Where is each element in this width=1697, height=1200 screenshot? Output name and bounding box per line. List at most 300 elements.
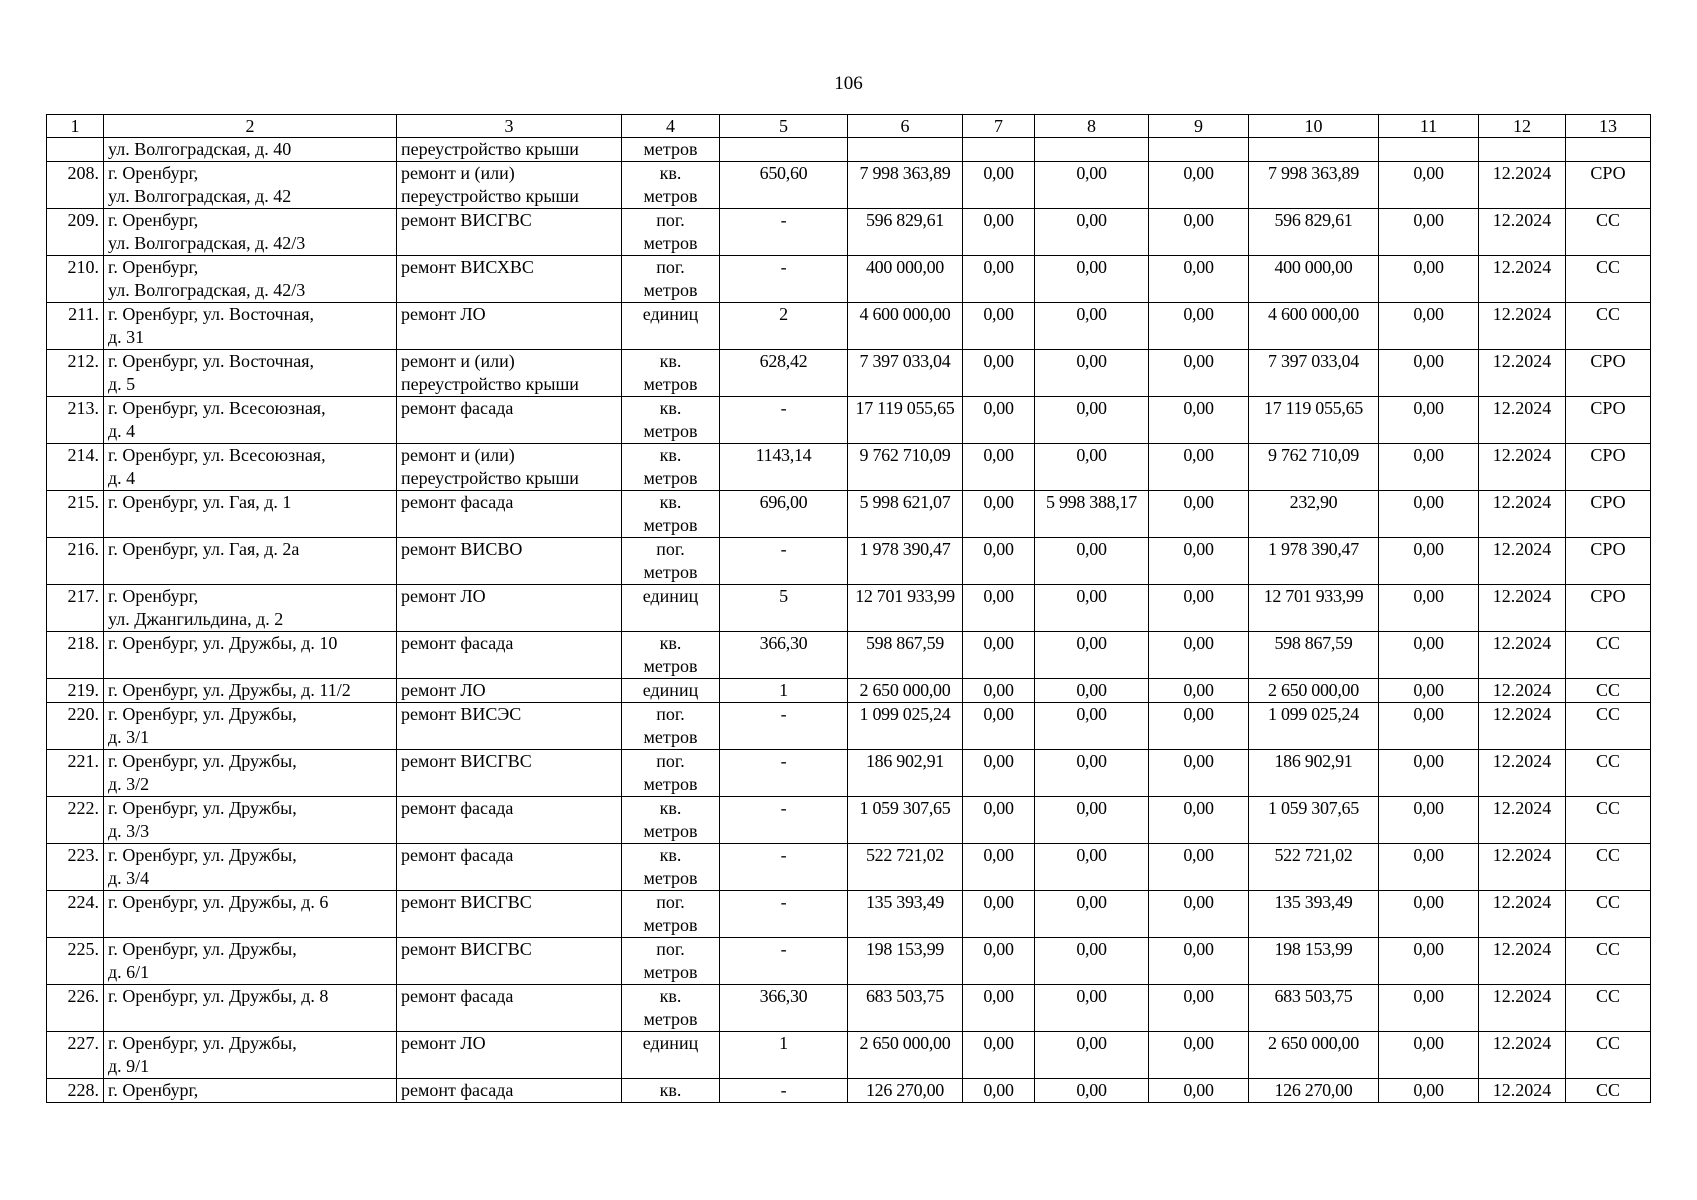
table-row: [47, 538, 1651, 585]
table-row: [47, 444, 1651, 491]
row-work-type: ремонт ВИСГВС: [397, 891, 622, 938]
row-source: СС: [1566, 209, 1651, 256]
row-work-type: ремонт и (или) переустройство крыши: [397, 444, 622, 491]
row-total-cost: 1 978 390,47: [848, 538, 963, 585]
row-col11: 0,00: [1379, 162, 1479, 209]
row-col7: 0,00: [963, 303, 1035, 350]
column-header: 8: [1035, 115, 1149, 138]
row-total-cost: 12 701 933,99: [848, 585, 963, 632]
row-number: 212.: [47, 350, 104, 397]
row-col7: 0,00: [963, 985, 1035, 1032]
row-unit: пог. метров: [622, 209, 720, 256]
row-col7: 0,00: [963, 844, 1035, 891]
row-col8: 0,00: [1035, 1032, 1149, 1079]
row-source: СС: [1566, 797, 1651, 844]
row-col8: 0,00: [1035, 444, 1149, 491]
row-unit: кв. метров: [622, 350, 720, 397]
row-source: СС: [1566, 1032, 1651, 1079]
row-col10: 7 397 033,04: [1249, 350, 1379, 397]
row-col8: 0,00: [1035, 303, 1149, 350]
row-total-cost: 186 902,91: [848, 750, 963, 797]
row-col11: 0,00: [1379, 679, 1479, 703]
row-address: г. Оренбург, ул. Дружбы, д. 6: [104, 891, 397, 938]
row-number: 218.: [47, 632, 104, 679]
row-col10: 17 119 055,65: [1249, 397, 1379, 444]
row-unit: пог. метров: [622, 538, 720, 585]
row-col7: 0,00: [963, 703, 1035, 750]
row-total-cost: 522 721,02: [848, 844, 963, 891]
row-col9: 0,00: [1149, 350, 1249, 397]
row-work-type: ремонт фасада: [397, 985, 622, 1032]
row-total-cost: 598 867,59: [848, 632, 963, 679]
row-total-cost: 683 503,75: [848, 985, 963, 1032]
row-volume: 1143,14: [720, 444, 848, 491]
table-row: [47, 209, 1651, 256]
row-col11: 0,00: [1379, 491, 1479, 538]
row-source: СРО: [1566, 444, 1651, 491]
row-number: 227.: [47, 1032, 104, 1079]
row-source: СС: [1566, 891, 1651, 938]
row-col11: 0,00: [1379, 585, 1479, 632]
table-row: [47, 985, 1651, 1032]
row-unit: единиц: [622, 585, 720, 632]
row-col11: 0,00: [1379, 350, 1479, 397]
continuation-row: [47, 138, 1651, 162]
row-date: 12.2024: [1479, 938, 1566, 985]
row-col11: 0,00: [1379, 985, 1479, 1032]
table-row: [47, 679, 1651, 703]
table-row: [47, 750, 1651, 797]
row-unit: метров: [622, 138, 720, 162]
row-number: 215.: [47, 491, 104, 538]
row-col10: 683 503,75: [1249, 985, 1379, 1032]
row-source: СС: [1566, 303, 1651, 350]
row-col8: 0,00: [1035, 538, 1149, 585]
table-row: [47, 350, 1651, 397]
row-number: 228.: [47, 1079, 104, 1103]
column-header: 4: [622, 115, 720, 138]
row-col11: 0,00: [1379, 632, 1479, 679]
row-work-type: ремонт фасада: [397, 1079, 622, 1103]
row-col7: 0,00: [963, 1079, 1035, 1103]
row-col9: 0,00: [1149, 444, 1249, 491]
row-unit: пог. метров: [622, 891, 720, 938]
row-col11: 0,00: [1379, 444, 1479, 491]
row-total-cost: 7 397 033,04: [848, 350, 963, 397]
repair-program-table: [46, 114, 1651, 1103]
row-address: г. Оренбург, ул. Волгоградская, д. 42/3: [104, 209, 397, 256]
row-col7: 0,00: [963, 938, 1035, 985]
table-body: [47, 115, 1651, 1103]
row-col9: 0,00: [1149, 209, 1249, 256]
row-col10: 186 902,91: [1249, 750, 1379, 797]
row-volume: 628,42: [720, 350, 848, 397]
row-col9: 0,00: [1149, 632, 1249, 679]
row-col7: 0,00: [963, 162, 1035, 209]
row-total-cost: 126 270,00: [848, 1079, 963, 1103]
row-address: г. Оренбург, ул. Джангильдина, д. 2: [104, 585, 397, 632]
row-col10: 1 978 390,47: [1249, 538, 1379, 585]
row-date: 12.2024: [1479, 1079, 1566, 1103]
row-address: г. Оренбург, ул. Дружбы, д. 3/3: [104, 797, 397, 844]
row-address: г. Оренбург, ул. Всесоюзная, д. 4: [104, 444, 397, 491]
row-col9: 0,00: [1149, 703, 1249, 750]
row-col9: 0,00: [1149, 891, 1249, 938]
row-date: 12.2024: [1479, 256, 1566, 303]
row-date: 12.2024: [1479, 750, 1566, 797]
row-col11: 0,00: [1379, 844, 1479, 891]
row-total-cost: 400 000,00: [848, 256, 963, 303]
row-col7: 0,00: [963, 256, 1035, 303]
row-source: СС: [1566, 256, 1651, 303]
row-work-type: переустройство крыши: [397, 138, 622, 162]
column-header: 7: [963, 115, 1035, 138]
row-col8: 0,00: [1035, 703, 1149, 750]
row-volume: -: [720, 844, 848, 891]
row-volume: 366,30: [720, 632, 848, 679]
table-row: [47, 491, 1651, 538]
row-number: 219.: [47, 679, 104, 703]
row-work-type: ремонт ВИСГВС: [397, 209, 622, 256]
row-col8: 0,00: [1035, 209, 1149, 256]
row-col7: 0,00: [963, 1032, 1035, 1079]
row-address: г. Оренбург, ул. Дружбы, д. 9/1: [104, 1032, 397, 1079]
row-col11: 0,00: [1379, 797, 1479, 844]
row-source: СС: [1566, 1079, 1651, 1103]
row-col9: 0,00: [1149, 938, 1249, 985]
row-work-type: ремонт и (или) переустройство крыши: [397, 350, 622, 397]
row-source: СРО: [1566, 162, 1651, 209]
row-source: СРО: [1566, 350, 1651, 397]
row-unit: пог. метров: [622, 256, 720, 303]
table-row: [47, 891, 1651, 938]
row-col8: 0,00: [1035, 585, 1149, 632]
row-address: г. Оренбург, ул. Волгоградская, д. 42: [104, 162, 397, 209]
row-date: 12.2024: [1479, 985, 1566, 1032]
row-col11: 0,00: [1379, 209, 1479, 256]
row-col7: 0,00: [963, 350, 1035, 397]
row-volume: -: [720, 1079, 848, 1103]
row-address: г. Оренбург, ул. Дружбы, д. 10: [104, 632, 397, 679]
table-row: [47, 162, 1651, 209]
row-source: СС: [1566, 679, 1651, 703]
row-date: 12.2024: [1479, 1032, 1566, 1079]
row-source: СС: [1566, 750, 1651, 797]
column-header: 12: [1479, 115, 1566, 138]
row-col9: 0,00: [1149, 397, 1249, 444]
row-date: 12.2024: [1479, 162, 1566, 209]
table-row: [47, 1079, 1651, 1103]
row-total-cost: [848, 138, 963, 162]
row-col9: 0,00: [1149, 538, 1249, 585]
row-source: СС: [1566, 703, 1651, 750]
row-volume: 5: [720, 585, 848, 632]
row-col10: 596 829,61: [1249, 209, 1379, 256]
row-total-cost: 4 600 000,00: [848, 303, 963, 350]
row-col10: 4 600 000,00: [1249, 303, 1379, 350]
row-address: г. Оренбург, ул. Дружбы, д. 8: [104, 985, 397, 1032]
row-col10: 198 153,99: [1249, 938, 1379, 985]
row-volume: -: [720, 797, 848, 844]
table-row: [47, 797, 1651, 844]
table-row: [47, 938, 1651, 985]
row-volume: 1: [720, 679, 848, 703]
row-volume: -: [720, 703, 848, 750]
row-col7: 0,00: [963, 679, 1035, 703]
row-col10: 598 867,59: [1249, 632, 1379, 679]
row-date: 12.2024: [1479, 679, 1566, 703]
column-header: 9: [1149, 115, 1249, 138]
table-row: [47, 256, 1651, 303]
table-row: [47, 632, 1651, 679]
row-col8: 0,00: [1035, 632, 1149, 679]
row-date: 12.2024: [1479, 209, 1566, 256]
row-number: [47, 138, 104, 162]
row-col7: 0,00: [963, 632, 1035, 679]
row-col8: 0,00: [1035, 844, 1149, 891]
row-unit: кв. метров: [622, 797, 720, 844]
row-col10: 400 000,00: [1249, 256, 1379, 303]
row-col8: 0,00: [1035, 1079, 1149, 1103]
table-row: [47, 303, 1651, 350]
row-number: 220.: [47, 703, 104, 750]
row-col10: 1 099 025,24: [1249, 703, 1379, 750]
row-total-cost: 198 153,99: [848, 938, 963, 985]
row-col8: 0,00: [1035, 985, 1149, 1032]
row-work-type: ремонт ВИСЭС: [397, 703, 622, 750]
row-address: г. Оренбург, ул. Дружбы, д. 6/1: [104, 938, 397, 985]
row-address: г. Оренбург, ул. Волгоградская, д. 42/3: [104, 256, 397, 303]
row-volume: -: [720, 397, 848, 444]
row-total-cost: 1 059 307,65: [848, 797, 963, 844]
row-col10: 1 059 307,65: [1249, 797, 1379, 844]
row-col11: 0,00: [1379, 538, 1479, 585]
row-col8: 0,00: [1035, 350, 1149, 397]
row-unit: кв. метров: [622, 444, 720, 491]
row-work-type: ремонт ВИСХВС: [397, 256, 622, 303]
row-date: 12.2024: [1479, 303, 1566, 350]
row-unit: пог. метров: [622, 938, 720, 985]
row-col11: 0,00: [1379, 703, 1479, 750]
row-number: 210.: [47, 256, 104, 303]
table-row: [47, 703, 1651, 750]
row-col9: 0,00: [1149, 162, 1249, 209]
row-work-type: ремонт фасада: [397, 844, 622, 891]
row-work-type: ремонт и (или) переустройство крыши: [397, 162, 622, 209]
row-col7: 0,00: [963, 209, 1035, 256]
row-address: г. Оренбург, ул. Дружбы, д. 3/4: [104, 844, 397, 891]
row-work-type: ремонт фасада: [397, 797, 622, 844]
row-source: СРО: [1566, 397, 1651, 444]
row-source: [1566, 138, 1651, 162]
row-work-type: ремонт фасада: [397, 397, 622, 444]
row-col10: 2 650 000,00: [1249, 1032, 1379, 1079]
row-col8: 0,00: [1035, 938, 1149, 985]
row-col10: 126 270,00: [1249, 1079, 1379, 1103]
row-date: 12.2024: [1479, 632, 1566, 679]
row-date: 12.2024: [1479, 397, 1566, 444]
row-date: 12.2024: [1479, 797, 1566, 844]
row-volume: -: [720, 750, 848, 797]
row-col9: 0,00: [1149, 679, 1249, 703]
row-number: 216.: [47, 538, 104, 585]
row-date: 12.2024: [1479, 844, 1566, 891]
row-work-type: ремонт ЛО: [397, 303, 622, 350]
row-number: 223.: [47, 844, 104, 891]
row-work-type: ремонт ЛО: [397, 585, 622, 632]
row-col7: 0,00: [963, 397, 1035, 444]
row-col11: 0,00: [1379, 256, 1479, 303]
row-col8: 0,00: [1035, 750, 1149, 797]
table-row: [47, 1032, 1651, 1079]
row-unit: кв. метров: [622, 491, 720, 538]
row-address: г. Оренбург, ул. Восточная, д. 31: [104, 303, 397, 350]
row-col9: 0,00: [1149, 844, 1249, 891]
row-date: 12.2024: [1479, 444, 1566, 491]
row-volume: 2: [720, 303, 848, 350]
column-number-header-row: [47, 115, 1651, 138]
row-unit: единиц: [622, 679, 720, 703]
row-unit: пог. метров: [622, 703, 720, 750]
row-date: 12.2024: [1479, 350, 1566, 397]
row-number: 225.: [47, 938, 104, 985]
row-work-type: ремонт ВИСВО: [397, 538, 622, 585]
row-number: 211.: [47, 303, 104, 350]
row-col10: [1249, 138, 1379, 162]
row-work-type: ремонт фасада: [397, 491, 622, 538]
row-number: 224.: [47, 891, 104, 938]
row-volume: -: [720, 256, 848, 303]
column-header: 2: [104, 115, 397, 138]
row-source: СРО: [1566, 491, 1651, 538]
row-number: 217.: [47, 585, 104, 632]
row-total-cost: 135 393,49: [848, 891, 963, 938]
row-col9: 0,00: [1149, 491, 1249, 538]
row-address: г. Оренбург, ул. Дружбы, д. 11/2: [104, 679, 397, 703]
column-header: 13: [1566, 115, 1651, 138]
row-volume: 696,00: [720, 491, 848, 538]
row-unit: кв.: [622, 1079, 720, 1103]
row-unit: единиц: [622, 303, 720, 350]
row-col9: 0,00: [1149, 585, 1249, 632]
row-col8: 0,00: [1035, 162, 1149, 209]
row-work-type: ремонт фасада: [397, 632, 622, 679]
row-col9: 0,00: [1149, 750, 1249, 797]
row-volume: -: [720, 938, 848, 985]
row-col11: 0,00: [1379, 938, 1479, 985]
row-total-cost: 17 119 055,65: [848, 397, 963, 444]
row-col9: [1149, 138, 1249, 162]
row-total-cost: 7 998 363,89: [848, 162, 963, 209]
row-col11: 0,00: [1379, 891, 1479, 938]
row-col11: 0,00: [1379, 1079, 1479, 1103]
row-col10: 522 721,02: [1249, 844, 1379, 891]
row-unit: кв. метров: [622, 844, 720, 891]
row-total-cost: 2 650 000,00: [848, 1032, 963, 1079]
row-address: г. Оренбург, ул. Восточная, д. 5: [104, 350, 397, 397]
column-header: 1: [47, 115, 104, 138]
row-col8: [1035, 138, 1149, 162]
row-col8: 0,00: [1035, 891, 1149, 938]
row-address: г. Оренбург, ул. Дружбы, д. 3/1: [104, 703, 397, 750]
table-row: [47, 585, 1651, 632]
row-col11: 0,00: [1379, 397, 1479, 444]
row-unit: кв. метров: [622, 985, 720, 1032]
row-col7: 0,00: [963, 585, 1035, 632]
row-address: г. Оренбург,: [104, 1079, 397, 1103]
row-volume: [720, 138, 848, 162]
row-col8: 0,00: [1035, 256, 1149, 303]
row-col11: 0,00: [1379, 1032, 1479, 1079]
column-header: 10: [1249, 115, 1379, 138]
row-address: ул. Волгоградская, д. 40: [104, 138, 397, 162]
row-volume: -: [720, 891, 848, 938]
row-total-cost: 1 099 025,24: [848, 703, 963, 750]
row-number: 209.: [47, 209, 104, 256]
row-col9: 0,00: [1149, 797, 1249, 844]
column-header: 6: [848, 115, 963, 138]
row-col10: 135 393,49: [1249, 891, 1379, 938]
table-row: [47, 397, 1651, 444]
row-work-type: ремонт ЛО: [397, 1032, 622, 1079]
row-unit: пог. метров: [622, 750, 720, 797]
row-address: г. Оренбург, ул. Всесоюзная, д. 4: [104, 397, 397, 444]
row-unit: кв. метров: [622, 162, 720, 209]
row-col9: 0,00: [1149, 1079, 1249, 1103]
row-col7: 0,00: [963, 491, 1035, 538]
row-number: 226.: [47, 985, 104, 1032]
row-col7: 0,00: [963, 538, 1035, 585]
row-volume: 1: [720, 1032, 848, 1079]
row-col11: 0,00: [1379, 750, 1479, 797]
row-source: СРО: [1566, 538, 1651, 585]
row-source: СС: [1566, 632, 1651, 679]
row-total-cost: 596 829,61: [848, 209, 963, 256]
column-header: 3: [397, 115, 622, 138]
row-col7: 0,00: [963, 444, 1035, 491]
row-work-type: ремонт ЛО: [397, 679, 622, 703]
row-col8: 0,00: [1035, 679, 1149, 703]
row-work-type: ремонт ВИСГВС: [397, 938, 622, 985]
row-total-cost: 2 650 000,00: [848, 679, 963, 703]
row-address: г. Оренбург, ул. Дружбы, д. 3/2: [104, 750, 397, 797]
row-date: 12.2024: [1479, 891, 1566, 938]
row-col7: 0,00: [963, 797, 1035, 844]
row-number: 208.: [47, 162, 104, 209]
row-col9: 0,00: [1149, 303, 1249, 350]
row-col8: 5 998 388,17: [1035, 491, 1149, 538]
row-source: СС: [1566, 844, 1651, 891]
row-number: 222.: [47, 797, 104, 844]
row-number: 214.: [47, 444, 104, 491]
row-col8: 0,00: [1035, 797, 1149, 844]
page-number: 106: [834, 73, 863, 94]
row-col7: [963, 138, 1035, 162]
row-unit: кв. метров: [622, 397, 720, 444]
row-source: СС: [1566, 938, 1651, 985]
row-col8: 0,00: [1035, 397, 1149, 444]
row-date: 12.2024: [1479, 585, 1566, 632]
row-source: СС: [1566, 985, 1651, 1032]
row-number: 213.: [47, 397, 104, 444]
row-col9: 0,00: [1149, 256, 1249, 303]
row-work-type: ремонт ВИСГВС: [397, 750, 622, 797]
row-source: СРО: [1566, 585, 1651, 632]
row-col10: 12 701 933,99: [1249, 585, 1379, 632]
column-header: 11: [1379, 115, 1479, 138]
row-col11: 0,00: [1379, 303, 1479, 350]
row-col10: 7 998 363,89: [1249, 162, 1379, 209]
